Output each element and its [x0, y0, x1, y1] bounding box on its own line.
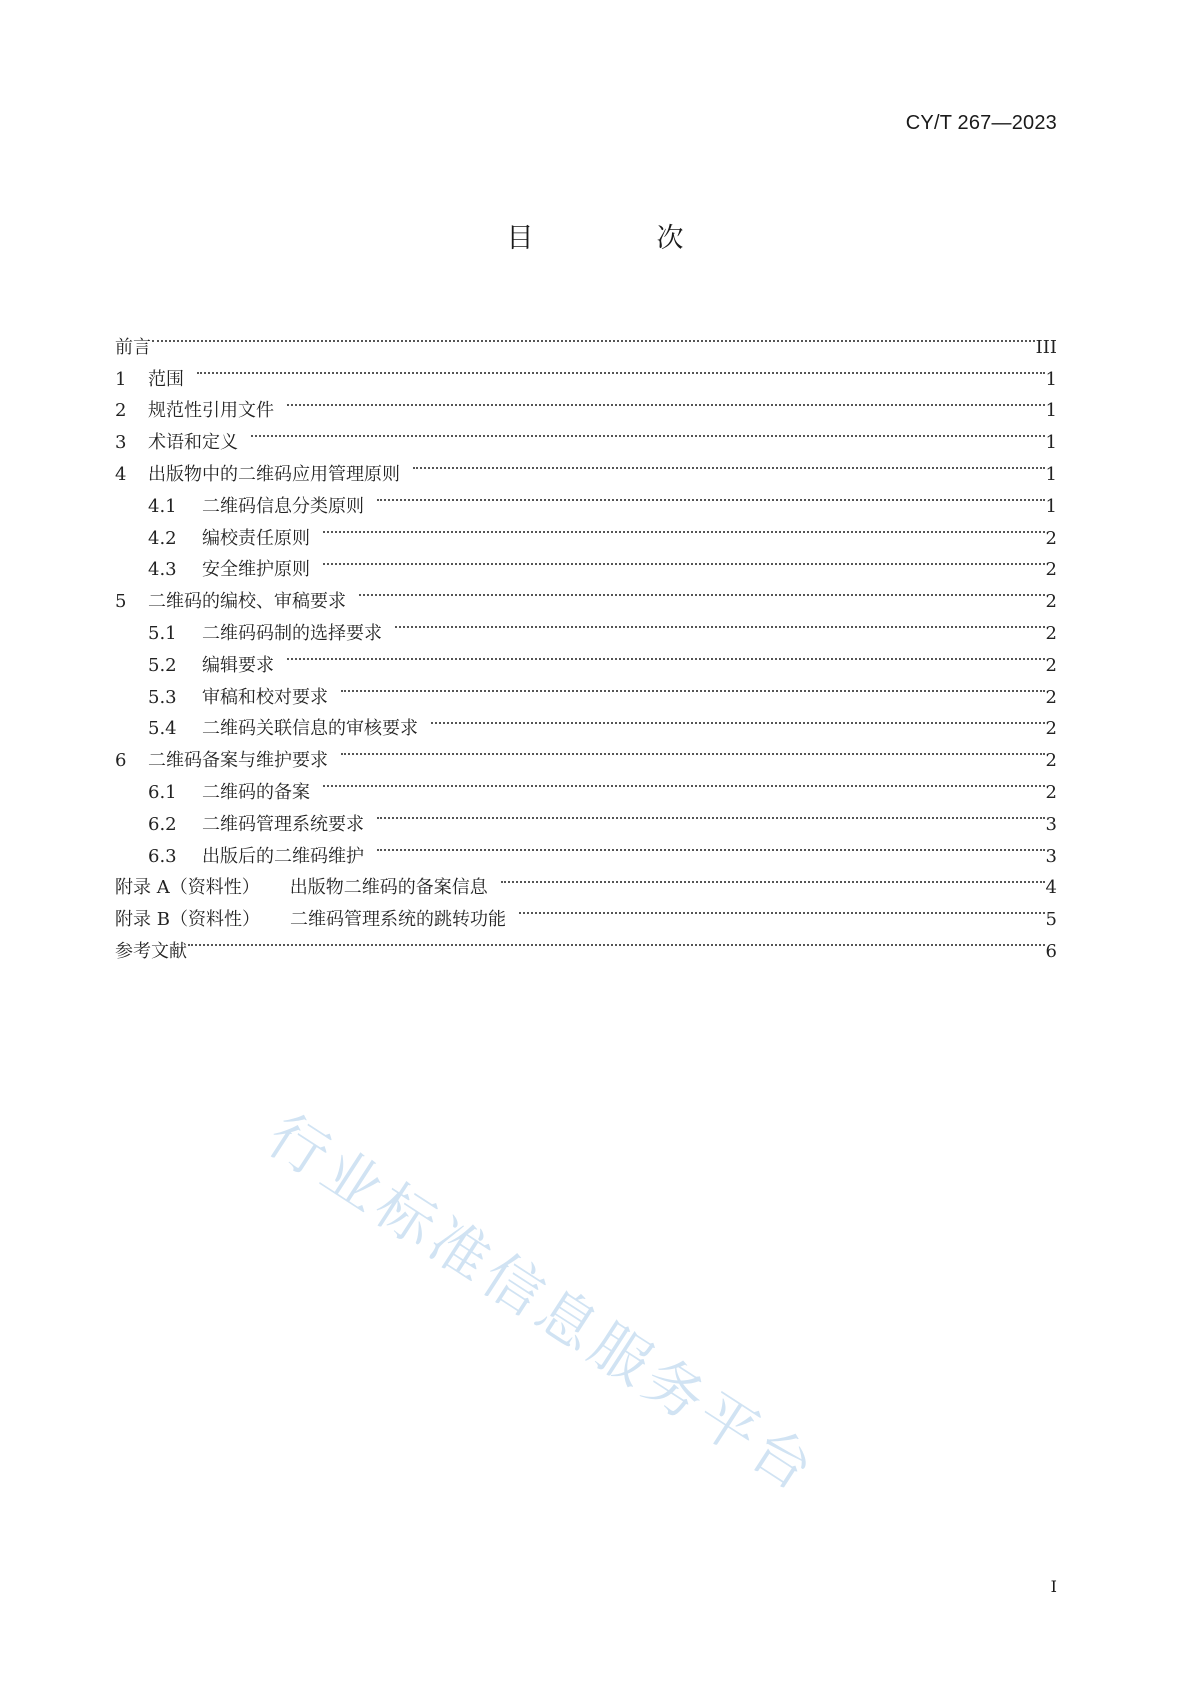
toc-entry-number: 6.3: [148, 845, 177, 867]
toc-appendix-label: 附录 A（资料性）: [115, 877, 260, 899]
toc-entry-label: 二维码的编校、审稿要求: [148, 591, 346, 613]
toc-entry-page: 2: [1045, 622, 1057, 644]
toc-appendix-label: 附录 B（资料性）: [115, 909, 260, 931]
toc-entry-page: 5: [1045, 909, 1057, 931]
toc-entry[interactable]: [115, 416, 1057, 454]
toc-leader-dots: [341, 734, 1045, 766]
toc-leader-dots: [341, 671, 1045, 703]
toc-entry[interactable]: [115, 353, 1057, 390]
toc-entry-label: 二维码信息分类原则: [202, 495, 364, 517]
toc-leader-dots: [413, 448, 1045, 480]
toc-entry[interactable]: [115, 321, 1057, 358]
toc-leader-dots: [323, 544, 1045, 576]
toc-entry-page: 1: [1045, 368, 1057, 390]
toc-entry-page: 1: [1045, 432, 1057, 454]
toc-entry-label: 二维码管理系统要求: [202, 813, 364, 835]
toc-entry-number: 4.1: [148, 495, 177, 517]
toc-entry-label: 二维码码制的选择要求: [202, 622, 382, 644]
toc-entry-page: 2: [1045, 527, 1057, 549]
toc-entry-number: 5.2: [148, 654, 177, 676]
toc-entry-page: 1: [1045, 400, 1057, 422]
toc-entry-page: 2: [1045, 750, 1057, 772]
toc-entry-number: 5.4: [148, 718, 177, 740]
toc-entry-number: 6.2: [148, 813, 177, 835]
standard-code: CY/T 267—2023: [905, 112, 1057, 134]
toc-entry-label: 二维码备案与维护要求: [148, 750, 328, 772]
toc-entry-number: 2: [115, 400, 127, 422]
page-number: I: [1050, 1577, 1057, 1596]
toc-entry-label: 编校责任原则: [202, 527, 310, 549]
toc-leader-dots: [188, 925, 1045, 957]
toc-entry-page: 2: [1045, 559, 1057, 581]
toc-entry-page: 2: [1045, 654, 1057, 676]
toc-entry-page: 2: [1045, 781, 1057, 803]
toc-entry-page: 3: [1045, 813, 1057, 835]
toc-entry-page: 2: [1045, 686, 1057, 708]
toc-entry-label: 出版后的二维码维护: [202, 845, 364, 867]
toc-leader-dots: [377, 480, 1045, 512]
toc-leader-dots: [251, 416, 1045, 448]
toc-entry-page: 1: [1045, 495, 1057, 517]
toc-entry-label: 编辑要求: [202, 654, 274, 676]
toc-entry-number: 5: [115, 591, 127, 613]
toc-leader-dots: [287, 385, 1045, 417]
toc-entry-number: 1: [115, 368, 127, 390]
table-of-contents: [115, 321, 1057, 962]
toc-entry-label: 术语和定义: [148, 432, 238, 454]
toc-entry-label: 二维码的备案: [202, 781, 310, 803]
toc-entry-page: 4: [1045, 877, 1057, 899]
toc-entry-page: 2: [1045, 591, 1057, 613]
toc-entry-page: 2: [1045, 718, 1057, 740]
toc-leader-dots: [197, 353, 1045, 385]
toc-entry-label: 规范性引用文件: [148, 400, 274, 422]
toc-entry-label: 范围: [148, 368, 184, 390]
toc-leader-dots: [359, 575, 1045, 607]
toc-entry-label: 前言: [115, 336, 151, 358]
toc-leader-dots: [395, 607, 1045, 639]
toc-entry-page: 1: [1045, 463, 1057, 485]
toc-leader-dots: [377, 830, 1045, 862]
toc-entry-number: 5.3: [148, 686, 177, 708]
toc-leader-dots: [152, 321, 1035, 353]
toc-entry[interactable]: [115, 925, 1057, 962]
toc-leader-dots: [501, 862, 1045, 894]
toc-leader-dots: [377, 798, 1045, 830]
toc-entry-number: 4.2: [148, 527, 177, 549]
toc-leader-dots: [323, 512, 1045, 544]
toc-entry-number: 5.1: [148, 622, 177, 644]
toc-entry-label: 参考文献: [115, 940, 187, 962]
toc-entry-label: 安全维护原则: [202, 559, 310, 581]
toc-entry-label: 二维码关联信息的审核要求: [202, 718, 418, 740]
toc-entry[interactable]: [115, 385, 1057, 422]
toc-leader-dots: [287, 639, 1045, 671]
toc-entry-label: 出版物二维码的备案信息: [289, 877, 488, 899]
toc-entry-number: 4.3: [148, 559, 177, 581]
toc-entry-number: 4: [115, 463, 127, 485]
toc-entry[interactable]: [115, 448, 1057, 485]
toc-entry-page: 3: [1045, 845, 1057, 867]
watermark: 行业标准信息服务平台: [255, 1100, 830, 1507]
toc-entry-label: 审稿和校对要求: [202, 686, 328, 708]
toc-entry-page: 6: [1045, 940, 1057, 962]
toc-entry-page: III: [1035, 336, 1057, 358]
toc-entry-label: 出版物中的二维码应用管理原则: [148, 463, 400, 485]
toc-entry-number: 6: [115, 750, 127, 772]
toc-leader-dots: [431, 703, 1045, 735]
page-title: 目 次: [506, 223, 732, 254]
toc-leader-dots: [519, 893, 1045, 925]
toc-entry-number: 3: [115, 432, 127, 454]
toc-entry-number: 6.1: [148, 781, 177, 803]
toc-leader-dots: [323, 766, 1045, 798]
toc-entry-label: 二维码管理系统的跳转功能: [289, 909, 506, 931]
